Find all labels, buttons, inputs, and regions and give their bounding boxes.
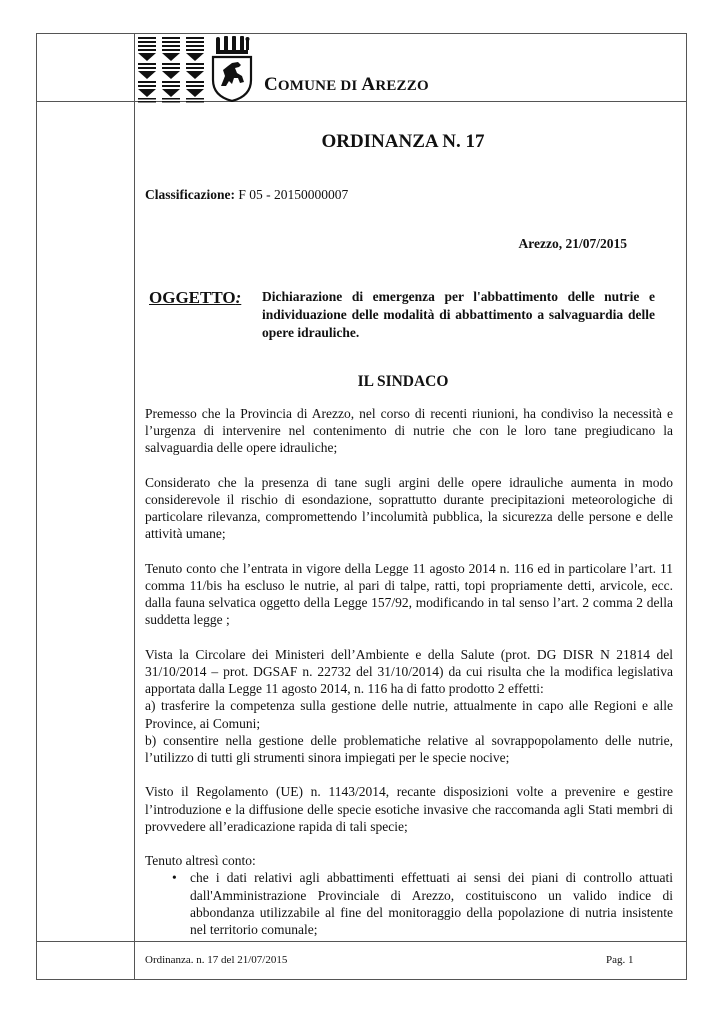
bullet-text: che i dati relativi agli abbattimenti effettuati ai sensi dei piani di controllo attuati dall'Amministrazione Provinciale di Arezzo, costituiscono un valido indice di abbondanza utilizzabile al fine del monitoraggio della popolazione di nutria insistente nel territorio comunale; <box>190 870 673 938</box>
list-item <box>145 869 673 938</box>
bullet-icon: • <box>172 870 177 886</box>
classificazione-label: Classificazione: <box>145 187 235 202</box>
footer-ordinanza-ref: Ordinanza. n. 17 del 21/07/2015 <box>145 954 288 966</box>
circolare-item-b: b) consentire nella gestione delle problematiche relative al sovrappopolamento delle nutrie, l’utilizzo di tutti gli strumenti sinora impiegati per le specie nocive; <box>145 732 673 766</box>
oggetto-text: Dichiarazione di emergenza per l'abbattimento delle nutrie e individuazione delle modalità di abbattimento a salvaguardia delle opere idrauliche. <box>262 289 655 340</box>
footer-divider <box>36 941 687 942</box>
circolare-intro: Vista la Circolare dei Ministeri dell’Ambiente e della Salute (prot. DG DISR N 21814 del 31/10/2014 – prot. DGSAF n. 22732 del 31/10/2014) da cui risulta che la modifica legislativa apportata dalla Legge 11 agosto 2014, n. 116 ha di fatto prodotto 2 effetti: <box>145 646 673 697</box>
header-divider <box>36 101 687 102</box>
body-text <box>145 405 673 938</box>
margin-divider <box>134 33 135 980</box>
comune-title: COMUNE DI AREZZO <box>264 74 429 95</box>
classificazione-value: F 05 - 20150000007 <box>235 187 349 202</box>
paragraph-considerato: Considerato che la presenza di tane sugli argini delle opere idrauliche aumenta in modo considerevole il rischio di esondazione, soprattutto durante precipitazioni meteorologiche di particolare rilevanza, compromettendo l’incolumità pubblica, la sicurezza delle persone e delle attività umane; <box>145 474 673 542</box>
sindaco-heading: IL SINDACO <box>357 373 449 390</box>
ordinanza-title: ORDINANZA N. 17 <box>321 131 485 152</box>
paragraph-tenuto-altresi <box>145 852 673 938</box>
paragraph-circolare <box>145 646 673 766</box>
tenuto-altresi-intro: Tenuto altresì conto: <box>145 853 256 869</box>
oggetto-label: OGGETTO: <box>149 288 242 307</box>
paragraph-regolamento: Visto il Regolamento (UE) n. 1143/2014, recante disposizioni volte a prevenire e gestire l’introduzione e la diffusione delle specie esotiche invasive che raccomanda agli Stati membri di provvedere all’eradicazione rapida di tali specie; <box>145 784 673 834</box>
horse-crest-icon <box>210 36 254 102</box>
footer-page-number: Pag. 1 <box>606 954 634 966</box>
classificazione <box>145 187 348 203</box>
paragraph-tenuto-conto: Tenuto conto che l’entrata in vigore della Legge 11 agosto 2014 n. 116 ed in particolare l’art. 11 comma 11/bis ha escluso le nutrie, al pari di talpe, ratti, topi propriamente detti, arvicole, ecc. dalla fauna selvatica oggetto della Legge 157/92, modificando in tal senso l’art. 2 comma 2 della suddetta legge ; <box>145 560 673 628</box>
place-date: Arezzo, 21/07/2015 <box>518 236 627 251</box>
coat-of-arms-stripes-icon <box>136 35 206 103</box>
circolare-item-a: a) trasferire la competenza sulla gestione delle nutrie, attualmente in capo alle Regioni e alle Province, ai Comuni; <box>145 698 673 731</box>
paragraph-premesso: Premesso che la Provincia di Arezzo, nel corso di recenti riunioni, ha condiviso la necessità e l’urgenza di intervenire nel contenimento di nutrie che con le loro tane pregiudicano la salvaguardia delle opere idrauliche; <box>145 406 673 456</box>
